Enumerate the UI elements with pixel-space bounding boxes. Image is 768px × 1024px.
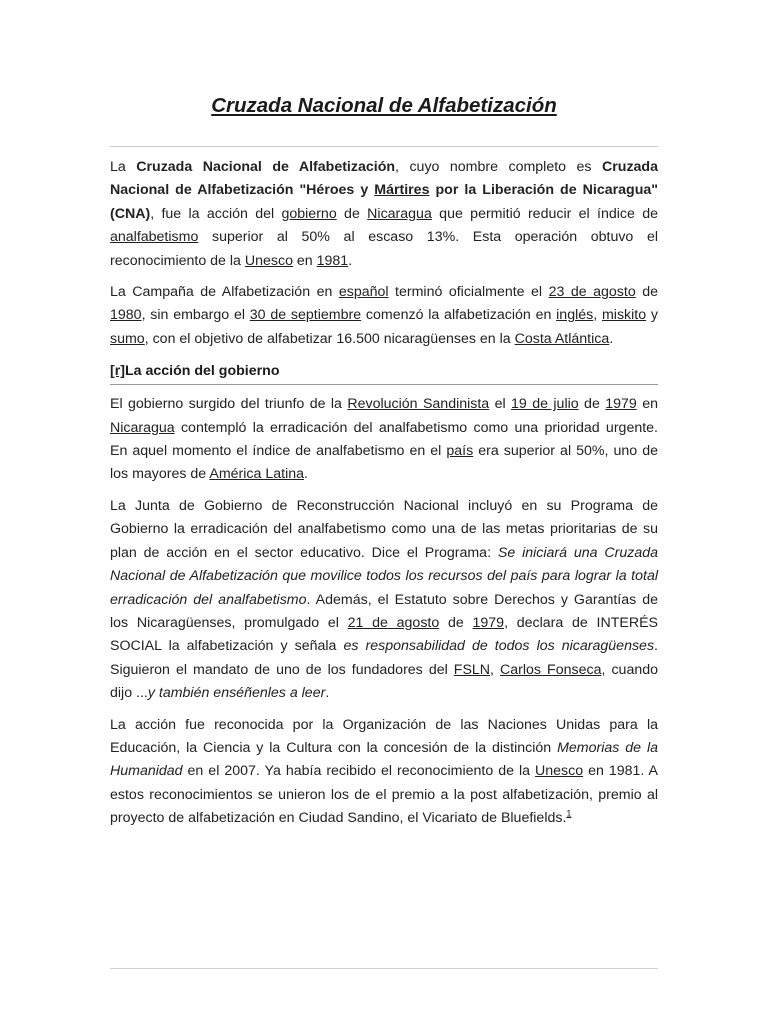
text: en: [292, 252, 317, 269]
link-1981[interactable]: 1981: [316, 252, 349, 269]
text: La acción fue reconocida por la Organización de las Naciones Unidas para la Educación, la Ciencia y la Cultura con la concesión de la distinción: [110, 716, 658, 756]
link-unesco[interactable]: Unesco: [244, 252, 293, 269]
paragraph-intro: [110, 156, 658, 273]
text: comenzó la alfabetización en: [361, 307, 557, 324]
link-fsln[interactable]: FSLN: [453, 661, 491, 678]
link-martires[interactable]: Mártires: [374, 182, 430, 199]
text: .: [609, 330, 614, 347]
link-1980[interactable]: 1980: [110, 307, 142, 324]
text: . Siguieron el mandato de uno de los fundadores del: [110, 638, 658, 678]
text: y: [646, 307, 658, 324]
text: en 1981. A estos reconocimientos se unieron los de el premio a la post alfabetización, premio al proyecto de alfabetización en Ciudad Sandino, el Vicariato de Bluefields.: [110, 763, 658, 827]
text: .: [304, 466, 308, 483]
text: que permitió reducir el índice de: [431, 205, 658, 222]
link-gobierno[interactable]: gobierno: [281, 205, 337, 222]
link-19-de-julio[interactable]: 19 de julio: [511, 396, 579, 413]
quote: Memorias de la Humanidad: [110, 739, 658, 780]
text: El gobierno surgido del triunfo de la: [110, 396, 348, 413]
section-edit-link[interactable]: [r]: [110, 363, 125, 380]
text: , cuando dijo ...: [110, 661, 659, 702]
footer-divider: [110, 968, 658, 969]
text: el: [489, 396, 512, 413]
text: . Además, el Estatuto sobre Derechos y Garantías de los Nicaragüenses, promulgado el: [110, 591, 658, 631]
link-30-de-septiembre[interactable]: 30 de septiembre: [249, 307, 362, 324]
text: superior al 50% al escaso 13%. Esta operación obtuvo el reconocimiento de la: [110, 229, 658, 269]
link-nicaragua-2[interactable]: Nicaragua: [110, 419, 175, 436]
link-1979-2[interactable]: 1979: [472, 614, 505, 631]
text: .: [325, 685, 330, 702]
text: de: [578, 396, 606, 413]
text: , con el objetivo de alfabetizar 16.500 nicaragüenses en la: [144, 330, 515, 347]
text: La Campaña de Alfabetización en: [110, 284, 339, 301]
text: .: [348, 252, 353, 269]
paragraph-recognition: [110, 714, 658, 831]
document-page: [110, 0, 658, 831]
link-costa-atlantica[interactable]: Costa Atlántica: [514, 330, 610, 347]
section-heading-text: La acción del gobierno: [124, 363, 280, 380]
text: , declara de INTERÉS SOCIAL la alfabetización y señala: [110, 614, 659, 655]
text: La Junta de Gobierno de Reconstrucción Nacional incluyó en su Programa de Gobierno la erradicación del analfabetismo como una de las metas prioritarias de su plan de acción en el sector educativo. Dice el Programa:: [110, 497, 658, 561]
text: en el 2007. Ya había recibido el reconocimiento de la: [182, 763, 535, 780]
paragraph-government: [110, 393, 658, 487]
link-sumo[interactable]: sumo: [110, 330, 145, 347]
text: terminó oficialmente el: [388, 284, 549, 301]
paragraph-campaign: [110, 281, 658, 351]
text: ,: [593, 307, 602, 324]
quote: Se iniciará una Cruzada Nacional de Alfabetización que movilice todos los recursos del país para lograr la total erradicación del analfabetismo: [110, 544, 659, 608]
bold-term: Cruzada Nacional de Alfabetización: [136, 159, 396, 175]
link-espanol[interactable]: español: [338, 284, 389, 301]
bold-term: por la Liberación de Nicaragua" (CNA): [110, 182, 658, 222]
link-unesco-2[interactable]: Unesco: [534, 763, 584, 780]
text: de: [439, 614, 473, 631]
link-pais[interactable]: país: [446, 443, 474, 460]
text: era superior al 50%, uno de los mayores de: [110, 443, 658, 483]
link-23-de-agosto[interactable]: 23 de agosto: [548, 284, 636, 301]
title-divider: [110, 146, 658, 147]
link-analfabetismo[interactable]: analfabetismo: [110, 229, 199, 246]
link-revolucion-sandinista[interactable]: Revolución Sandinista: [347, 396, 490, 413]
text: , sin embargo el: [141, 307, 250, 324]
paragraph-junta: [110, 495, 658, 706]
link-21-de-agosto[interactable]: 21 de agosto: [347, 614, 440, 631]
text: contempló la erradicación del analfabetismo como una prioridad urgente. En aquel momento el índice de analfabetismo en el: [110, 419, 658, 460]
link-america-latina[interactable]: América Latina: [209, 466, 305, 483]
text: de: [336, 205, 368, 222]
text: en: [636, 396, 658, 413]
bold-term: Cruzada Nacional de Alfabetización "Héroes y: [110, 159, 658, 199]
link-miskito[interactable]: miskito: [601, 307, 647, 324]
text: de: [635, 284, 658, 301]
quote: es responsabilidad de todos los nicaragüenses: [343, 638, 655, 655]
footnote-reference[interactable]: 1: [566, 808, 572, 819]
link-carlos-fonseca[interactable]: Carlos Fonseca: [500, 661, 602, 678]
link-nicaragua[interactable]: Nicaragua: [367, 205, 432, 222]
text: , cuyo nombre completo es: [395, 159, 603, 175]
section-divider: [110, 384, 658, 385]
link-1979[interactable]: 1979: [605, 396, 637, 413]
section-heading: [110, 360, 658, 382]
text: , fue la acción del: [150, 205, 282, 222]
page-title: Cruzada Nacional de Alfabetización: [211, 94, 557, 117]
text: ,: [490, 661, 501, 678]
link-ingles[interactable]: inglés: [556, 307, 594, 324]
quote: y también enséñenles a leer: [147, 685, 326, 702]
text: La: [110, 159, 137, 175]
